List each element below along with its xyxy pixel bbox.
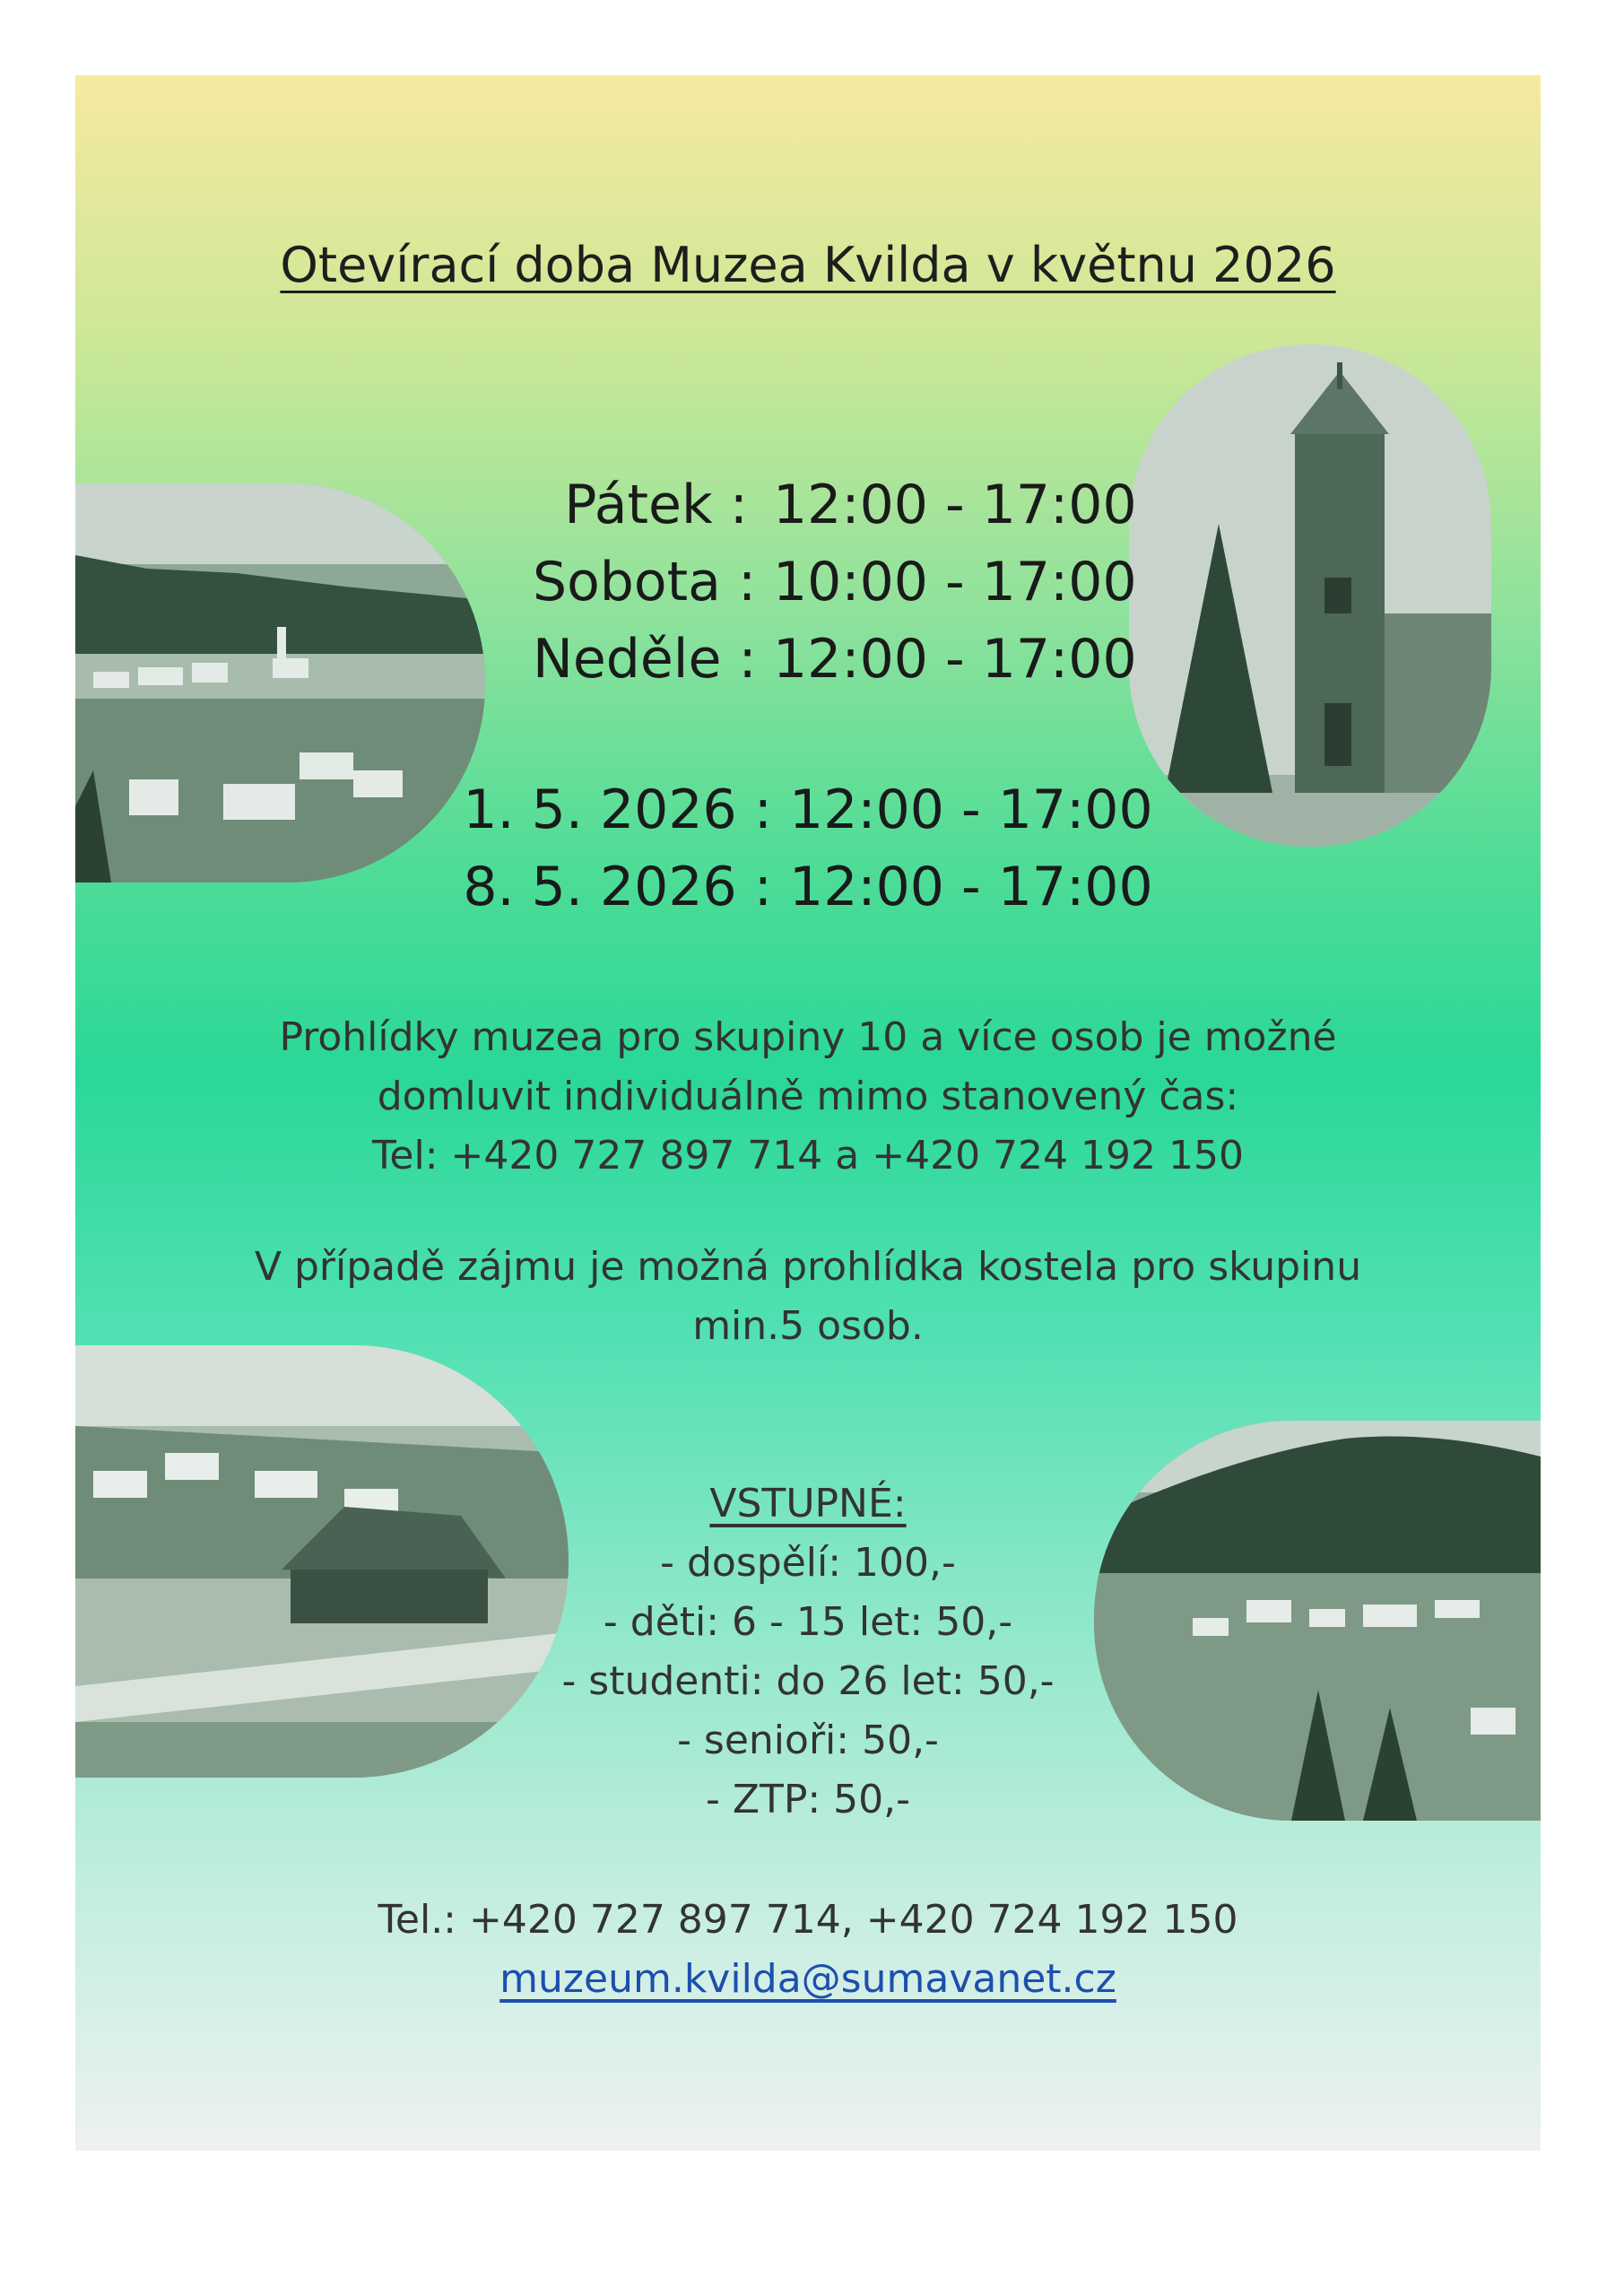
- admission-item: - dospělí: 100,-: [660, 1540, 956, 1586]
- day-label: Pátek :: [564, 474, 748, 536]
- church-info-line: V případě zájmu je možná prohlídka kostela pro skupinu: [254, 1244, 1362, 1290]
- time-range: 12:00 - 17:00: [773, 474, 1137, 536]
- church-info-line: min.5 osob.: [692, 1303, 924, 1349]
- group-tours-info: [75, 1008, 1541, 1186]
- poster: [75, 75, 1541, 2151]
- group-info-line: domluvit individuálně mimo stanovený čas:: [377, 1074, 1239, 1119]
- admission-item: - ZTP: 50,-: [705, 1777, 911, 1822]
- hours-row: [533, 544, 1160, 621]
- hours-row: [533, 466, 1160, 544]
- day-label: Neděle :: [533, 628, 757, 691]
- time-range: 10:00 - 17:00: [773, 551, 1137, 613]
- church-tour-info: [75, 1238, 1541, 1356]
- contact-phones: Tel.: +420 727 897 714, +420 724 192 150: [378, 1897, 1238, 1943]
- special-date: 1. 5. 2026 : 12:00 - 17:00: [463, 778, 1153, 841]
- admission-item: - děti: 6 - 15 let: 50,-: [603, 1599, 1013, 1645]
- special-date: 8. 5. 2026 : 12:00 - 17:00: [463, 856, 1153, 918]
- email-link[interactable]: muzeum.kvilda@sumavanet.cz: [499, 1956, 1116, 2002]
- day-label: Sobota :: [533, 551, 757, 613]
- group-info-line: Prohlídky muzea pro skupiny 10 a více osob je možné: [279, 1014, 1337, 1060]
- admission-item: - studenti: do 26 let: 50,-: [561, 1658, 1055, 1704]
- admission-section: [75, 1474, 1541, 1830]
- group-info-phones: Tel: +420 727 897 714 a +420 724 192 150: [372, 1133, 1244, 1178]
- weekly-hours: [533, 466, 1160, 698]
- hours-row: [533, 621, 1160, 698]
- time-range: 12:00 - 17:00: [773, 628, 1137, 691]
- page-title: Otevírací doba Muzea Kvilda v květnu 2026: [280, 237, 1336, 293]
- contact-section: [75, 1891, 1541, 2009]
- admission-heading: VSTUPNÉ:: [709, 1481, 907, 1526]
- special-dates: [75, 771, 1541, 926]
- admission-item: - senioři: 50,-: [677, 1718, 939, 1763]
